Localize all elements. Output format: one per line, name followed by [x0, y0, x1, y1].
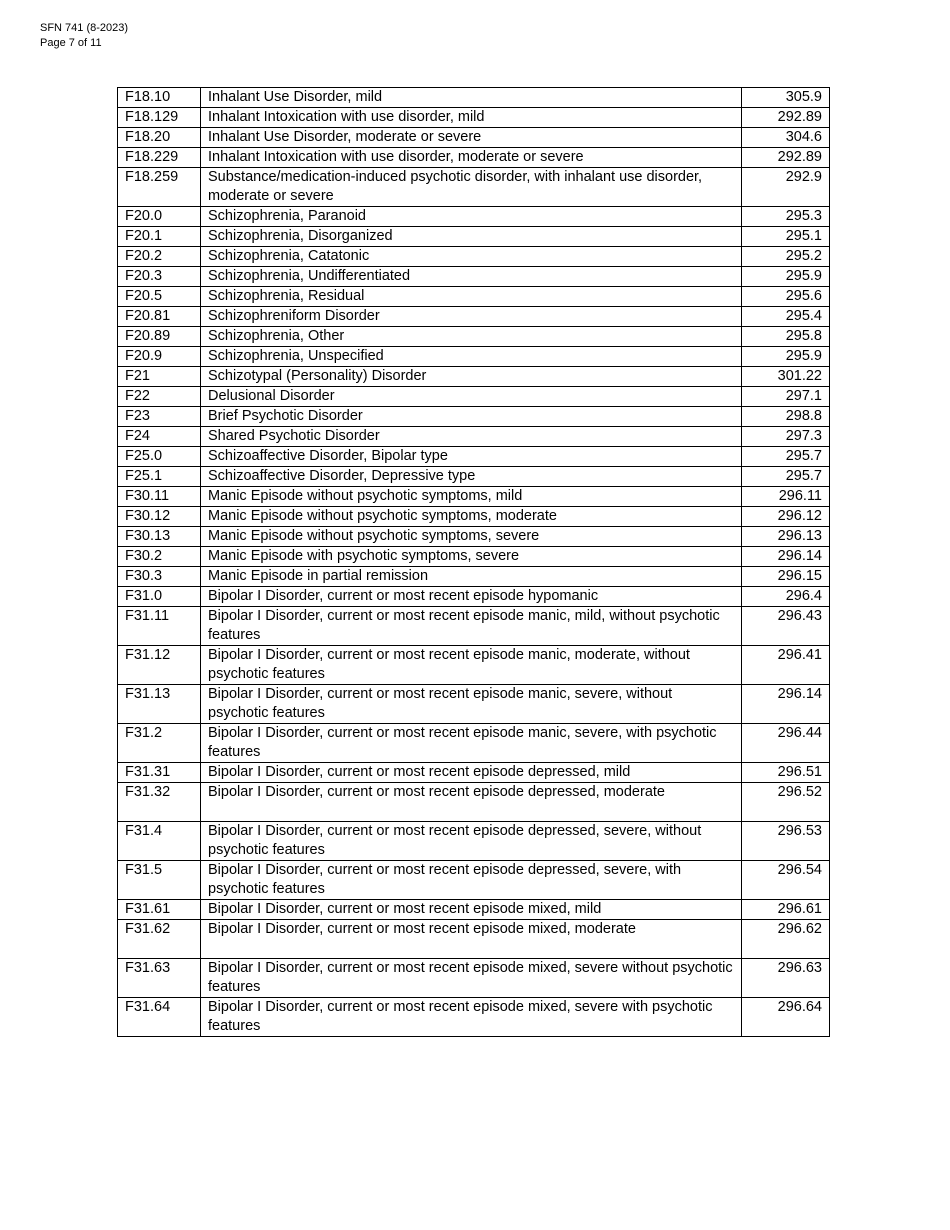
table-row: [118, 247, 830, 267]
dsm-code-cell: 298.8: [742, 407, 830, 427]
diagnosis-description-cell: Schizophrenia, Unspecified: [201, 347, 742, 367]
dsm-code-cell: 296.13: [742, 527, 830, 547]
dsm-code-cell: 305.9: [742, 88, 830, 108]
diagnosis-description-cell: Manic Episode without psychotic symptoms, moderate: [201, 507, 742, 527]
dsm-code-cell: 295.6: [742, 287, 830, 307]
diagnosis-description-cell: Manic Episode with psychotic symptoms, severe: [201, 547, 742, 567]
dsm-code-cell: 304.6: [742, 128, 830, 148]
table-row: [118, 861, 830, 900]
table-row: [118, 507, 830, 527]
table-row: [118, 367, 830, 387]
dsm-code-cell: 296.62: [742, 920, 830, 959]
diagnosis-description-cell: Schizoaffective Disorder, Depressive type: [201, 467, 742, 487]
diagnosis-description-cell: Schizotypal (Personality) Disorder: [201, 367, 742, 387]
dsm-code-cell: 296.44: [742, 724, 830, 763]
diagnosis-description-cell: Manic Episode in partial remission: [201, 567, 742, 587]
diagnosis-description-cell: Inhalant Intoxication with use disorder, mild: [201, 108, 742, 128]
diagnosis-description-cell: Inhalant Use Disorder, mild: [201, 88, 742, 108]
table-row: [118, 108, 830, 128]
table-row: [118, 207, 830, 227]
diagnosis-description-cell: Bipolar I Disorder, current or most recent episode mixed, severe with psychotic features: [201, 998, 742, 1037]
diagnosis-description-cell: Schizophrenia, Other: [201, 327, 742, 347]
dsm-code-cell: 295.8: [742, 327, 830, 347]
icd-code-cell: F20.89: [118, 327, 201, 347]
dsm-code-cell: 296.12: [742, 507, 830, 527]
dsm-code-cell: 295.7: [742, 467, 830, 487]
icd-code-cell: F30.12: [118, 507, 201, 527]
table-row: [118, 128, 830, 148]
dsm-code-cell: 296.15: [742, 567, 830, 587]
diagnosis-description-cell: Brief Psychotic Disorder: [201, 407, 742, 427]
icd-code-cell: F18.10: [118, 88, 201, 108]
table-row: [118, 307, 830, 327]
icd-code-cell: F20.5: [118, 287, 201, 307]
dsm-code-cell: 295.2: [742, 247, 830, 267]
dsm-code-cell: 297.1: [742, 387, 830, 407]
dsm-code-cell: 296.63: [742, 959, 830, 998]
diagnosis-description-cell: Schizophrenia, Paranoid: [201, 207, 742, 227]
table-row: [118, 783, 830, 822]
dsm-code-cell: 296.51: [742, 763, 830, 783]
dsm-code-cell: 296.14: [742, 685, 830, 724]
icd-code-cell: F31.63: [118, 959, 201, 998]
icd-code-cell: F18.259: [118, 168, 201, 207]
icd-code-cell: F31.11: [118, 607, 201, 646]
icd-code-cell: F25.0: [118, 447, 201, 467]
icd-code-cell: F31.5: [118, 861, 201, 900]
icd-code-cell: F31.13: [118, 685, 201, 724]
diagnosis-description-cell: Schizophrenia, Catatonic: [201, 247, 742, 267]
icd-code-cell: F31.32: [118, 783, 201, 822]
diagnosis-description-cell: Bipolar I Disorder, current or most recent episode depressed, severe, with psychotic features: [201, 861, 742, 900]
table-row: [118, 900, 830, 920]
diagnosis-description-cell: Bipolar I Disorder, current or most recent episode mixed, mild: [201, 900, 742, 920]
table-row: [118, 148, 830, 168]
diagnosis-description-cell: Manic Episode without psychotic symptoms, mild: [201, 487, 742, 507]
table-row: [118, 347, 830, 367]
icd-code-cell: F20.0: [118, 207, 201, 227]
table-row: [118, 327, 830, 347]
icd-code-cell: F20.2: [118, 247, 201, 267]
diagnosis-code-table: [117, 87, 830, 1037]
icd-code-cell: F31.62: [118, 920, 201, 959]
diagnosis-description-cell: Shared Psychotic Disorder: [201, 427, 742, 447]
page-header: [40, 21, 128, 51]
table-row: [118, 646, 830, 685]
table-row: [118, 447, 830, 467]
table-row: [118, 168, 830, 207]
icd-code-cell: F22: [118, 387, 201, 407]
dsm-code-cell: 296.64: [742, 998, 830, 1037]
table-row: [118, 763, 830, 783]
icd-code-cell: F30.11: [118, 487, 201, 507]
icd-code-cell: F24: [118, 427, 201, 447]
diagnosis-description-cell: Bipolar I Disorder, current or most recent episode mixed, moderate: [201, 920, 742, 959]
table-row: [118, 567, 830, 587]
diagnosis-description-cell: Bipolar I Disorder, current or most recent episode manic, severe, with psychotic features: [201, 724, 742, 763]
dsm-code-cell: 295.4: [742, 307, 830, 327]
table-row: [118, 287, 830, 307]
icd-code-cell: F30.3: [118, 567, 201, 587]
icd-code-cell: F31.64: [118, 998, 201, 1037]
table-row: [118, 88, 830, 108]
icd-code-cell: F18.20: [118, 128, 201, 148]
form-id: SFN 741 (8-2023): [40, 22, 129, 34]
table-row: [118, 387, 830, 407]
icd-code-cell: F30.2: [118, 547, 201, 567]
icd-code-cell: F20.1: [118, 227, 201, 247]
table-row: [118, 407, 830, 427]
table-row: [118, 724, 830, 763]
table-row: [118, 427, 830, 447]
icd-code-cell: F31.12: [118, 646, 201, 685]
table-row: [118, 587, 830, 607]
icd-code-cell: F30.13: [118, 527, 201, 547]
dsm-code-cell: 295.9: [742, 347, 830, 367]
diagnosis-description-cell: Bipolar I Disorder, current or most recent episode mixed, severe without psychotic features: [201, 959, 742, 998]
dsm-code-cell: 296.4: [742, 587, 830, 607]
dsm-code-cell: 296.61: [742, 900, 830, 920]
diagnosis-description-cell: Schizophrenia, Residual: [201, 287, 742, 307]
diagnosis-description-cell: Substance/medication-induced psychotic disorder, with inhalant use disorder, moderate or severe: [201, 168, 742, 207]
dsm-code-cell: 292.89: [742, 108, 830, 128]
diagnosis-description-cell: Bipolar I Disorder, current or most recent episode depressed, severe, without psychotic features: [201, 822, 742, 861]
icd-code-cell: F18.129: [118, 108, 201, 128]
diagnosis-description-cell: Schizophrenia, Undifferentiated: [201, 267, 742, 287]
dsm-code-cell: 296.53: [742, 822, 830, 861]
table-row: [118, 607, 830, 646]
diagnosis-description-cell: Bipolar I Disorder, current or most recent episode depressed, mild: [201, 763, 742, 783]
dsm-code-cell: 296.41: [742, 646, 830, 685]
table-row: [118, 959, 830, 998]
diagnosis-description-cell: Manic Episode without psychotic symptoms, severe: [201, 527, 742, 547]
table-row: [118, 547, 830, 567]
dsm-code-cell: 296.52: [742, 783, 830, 822]
icd-code-cell: F31.31: [118, 763, 201, 783]
dsm-code-cell: 301.22: [742, 367, 830, 387]
icd-code-cell: F31.0: [118, 587, 201, 607]
diagnosis-description-cell: Inhalant Intoxication with use disorder, moderate or severe: [201, 148, 742, 168]
diagnosis-description-cell: Schizoaffective Disorder, Bipolar type: [201, 447, 742, 467]
table-row: [118, 998, 830, 1037]
dsm-code-cell: 295.3: [742, 207, 830, 227]
icd-code-cell: F23: [118, 407, 201, 427]
icd-code-cell: F21: [118, 367, 201, 387]
icd-code-cell: F20.3: [118, 267, 201, 287]
diagnosis-description-cell: Bipolar I Disorder, current or most recent episode manic, severe, without psychotic features: [201, 685, 742, 724]
icd-code-cell: F31.4: [118, 822, 201, 861]
diagnosis-description-cell: Bipolar I Disorder, current or most recent episode depressed, moderate: [201, 783, 742, 822]
diagnosis-description-cell: Schizophreniform Disorder: [201, 307, 742, 327]
icd-code-cell: F31.2: [118, 724, 201, 763]
dsm-code-cell: 295.1: [742, 227, 830, 247]
dsm-code-cell: 297.3: [742, 427, 830, 447]
dsm-code-cell: 296.11: [742, 487, 830, 507]
diagnosis-description-cell: Delusional Disorder: [201, 387, 742, 407]
diagnosis-description-cell: Inhalant Use Disorder, moderate or severe: [201, 128, 742, 148]
dsm-code-cell: 296.43: [742, 607, 830, 646]
dsm-code-cell: 296.14: [742, 547, 830, 567]
icd-code-cell: F20.81: [118, 307, 201, 327]
dsm-code-cell: 292.9: [742, 168, 830, 207]
page-number: Page 7 of 11: [40, 37, 102, 49]
diagnosis-description-cell: Bipolar I Disorder, current or most recent episode hypomanic: [201, 587, 742, 607]
table-row: [118, 467, 830, 487]
table-row: [118, 227, 830, 247]
icd-code-cell: F20.9: [118, 347, 201, 367]
dsm-code-cell: 292.89: [742, 148, 830, 168]
icd-code-cell: F31.61: [118, 900, 201, 920]
diagnosis-code-rows: [118, 88, 830, 1037]
icd-code-cell: F18.229: [118, 148, 201, 168]
table-row: [118, 487, 830, 507]
dsm-code-cell: 296.54: [742, 861, 830, 900]
table-row: [118, 920, 830, 959]
diagnosis-description-cell: Bipolar I Disorder, current or most recent episode manic, mild, without psychotic features: [201, 607, 742, 646]
table-row: [118, 685, 830, 724]
table-row: [118, 267, 830, 287]
table-row: [118, 527, 830, 547]
diagnosis-description-cell: Bipolar I Disorder, current or most recent episode manic, moderate, without psychotic features: [201, 646, 742, 685]
icd-code-cell: F25.1: [118, 467, 201, 487]
dsm-code-cell: 295.9: [742, 267, 830, 287]
table-row: [118, 822, 830, 861]
diagnosis-description-cell: Schizophrenia, Disorganized: [201, 227, 742, 247]
dsm-code-cell: 295.7: [742, 447, 830, 467]
